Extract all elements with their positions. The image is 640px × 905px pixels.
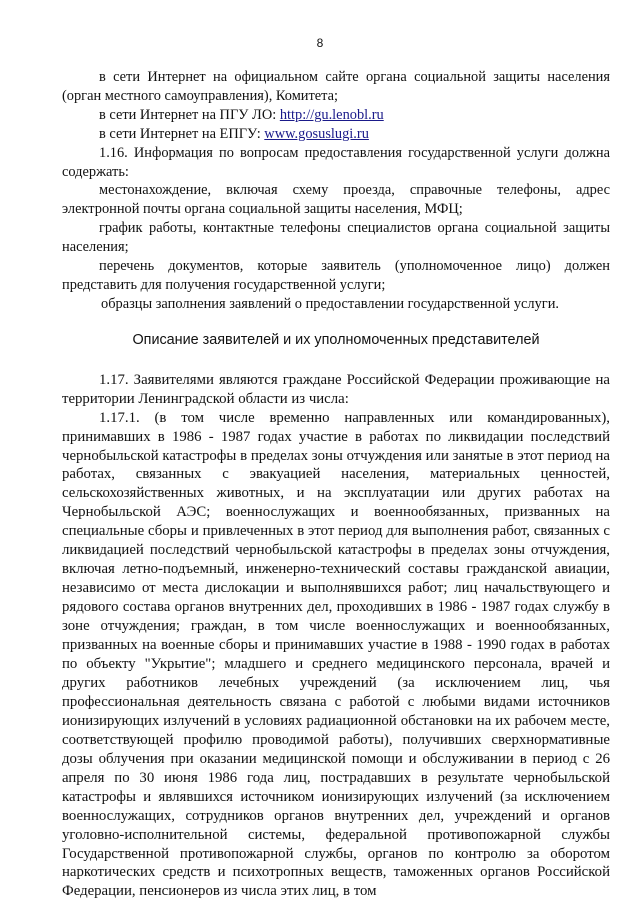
paragraph-1-16: 1.16. Информация по вопросам предоставления государственной услуги должна содержать: xyxy=(62,144,610,180)
paragraph-epgu xyxy=(62,125,610,144)
paragraph-pgu-lo xyxy=(62,106,610,125)
pgu-lo-label: в сети Интернет на ПГУ ЛО: xyxy=(99,106,280,123)
paragraph-samples: образцы заполнения заявлений о предоставлении государственной услуги. xyxy=(101,295,559,312)
epgu-label: в сети Интернет на ЕПГУ: xyxy=(99,125,265,142)
paragraph-location: местонахождение, включая схему проезда, справочные телефоны, адрес электронной почты органа социальной защиты населения, МФЦ; xyxy=(62,182,610,218)
applicants-section xyxy=(62,371,610,902)
paragraph-documents: перечень документов, которые заявитель (уполномоченное лицо) должен представить для получения государственной услуги; xyxy=(62,258,610,293)
paragraph-1-17-1: 1.17.1. (в том числе временно направленных или командированных), принимавших в 1986 - 1987 годах участие в работах по ликвидации последствий чернобыльской катастрофы в пределах зоны отчуждения или занятые в этот период на работах, связанных с эвакуацией населения, материальных ценностей, сельскохозяйственных животных, и на эксплуатации или других работах на Чернобыльской АЭС; военнослужащих и военнообязанных, призванных на специальные сборы и привлеченных в этот период для выполнения работ, связанных с ликвидацией последствий чернобыльской катастрофы в пределах зоны отчуждения, включая летно-подъемный, инженерно-технический составы гражданской авиации, независимо от места дислокации и выполнявшихся работ; лиц начальствующего и рядового состава органов внутренних дел, проходивших в 1986 - 1987 годах службу в зоне отчуждения; граждан, в том числе военнослужащих и военнообязанных, призванных на военные сборы и принимавших участие в 1988 - 1990 годах в работах по объекту "Укрытие"; младшего и среднего медицинского персонала, врачей и других работников лечебных учреждений (за исключением лиц, чья профессиональная деятельность связана с работой с любыми видами источников ионизирующих излучений в условиях радиационной обстановки на их рабочем месте, соответствующей профилю проводимой работы), получивших сверхнормативные дозы облучения при оказании медицинской помощи и обслуживании в период с 26 апреля по 30 июня 1986 года лиц, пострадавших в результате чернобыльской катастрофы и являвшихся источником ионизирующих излучений (за исключением военнослужащих, сотрудников органов внутренних дел, учреждений и органов уголовно-исполнительной системы, федеральной противопожарной службы Государственной противопожарной службы, органов по контролю за оборотом наркотических средств и психотропных веществ, таможенных органов Российской Федерации, пенсионеров из числа этих лиц, в том xyxy=(62,409,610,900)
epgu-link[interactable]: www.gosuslugi.ru xyxy=(264,125,369,142)
paragraph-website-info: в сети Интернет на официальном сайте органа социальной защиты населения (орган местного самоуправления), Комитета; xyxy=(62,69,610,104)
page-number: 8 xyxy=(316,36,324,50)
paragraph-1-17: 1.17. Заявителями являются граждане Российской Федерации проживающие на территории Ленинградской области из числа: xyxy=(62,371,610,407)
section-heading: Описание заявителей и их уполномоченных представителей xyxy=(132,331,540,348)
document-body xyxy=(62,68,610,901)
paragraph-schedule: график работы, контактные телефоны специалистов органа социальной защиты населения; xyxy=(62,220,610,256)
pgu-lo-link[interactable]: http://gu.lenobl.ru xyxy=(279,106,384,123)
